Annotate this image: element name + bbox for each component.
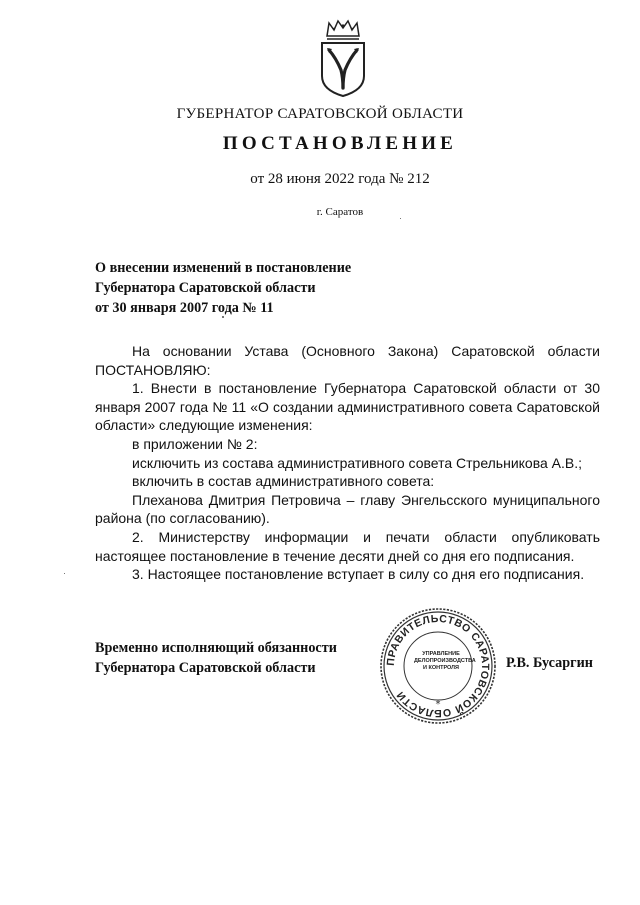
scan-speck xyxy=(64,573,65,574)
scan-speck xyxy=(222,316,224,318)
issuer-title: ГУБЕРНАТОР САРАТОВСКОЙ ОБЛАСТИ xyxy=(176,106,464,122)
scan-speck xyxy=(400,218,401,219)
seal-center-line: УПРАВЛЕНИЕ xyxy=(422,651,460,657)
body-paragraph: 3. Настоящее постановление вступает в силу со дня его подписания. xyxy=(132,566,585,583)
body-paragraph: в приложении № 2: xyxy=(132,435,258,452)
signatory-name: Р.В. Бусаргин xyxy=(506,655,593,671)
body-paragraph: 1. Внести в постановление Губернатора Саратовской области от 30 января 2007 года № 11 «О создании административного совета Саратовской области» следующие изменения: xyxy=(95,380,600,434)
body-paragraph: исключить из состава административного совета Стрельникова А.В.; xyxy=(132,454,583,471)
subject-line: от 30 января 2007 года № 11 xyxy=(95,300,274,316)
subject-line: Губернатора Саратовской области xyxy=(95,280,316,296)
document-subject xyxy=(95,258,351,318)
subject-line: О внесении изменений в постановление xyxy=(95,260,352,276)
signatory-position xyxy=(95,638,337,678)
document-city: г. Саратов xyxy=(316,206,364,218)
document-type: ПОСТАНОВЛЕНИЕ xyxy=(222,133,458,154)
signatory-position-line: Губернатора Саратовской области xyxy=(95,660,316,676)
seal-center-line: И КОНТРОЛЯ xyxy=(423,665,459,671)
document-date-number: от 28 июня 2022 года № 212 xyxy=(250,171,430,187)
body-paragraph: На основании Устава (Основного Закона) Саратовской области xyxy=(132,343,600,359)
body-paragraph: Плеханова Дмитрия Петровича – главу Энгельсского муниципального района (по согласованию). xyxy=(95,491,600,527)
document-body xyxy=(95,342,600,584)
svg-text:*: * xyxy=(435,699,441,710)
signatory-position-line: Временно исполняющий обязанности xyxy=(95,640,337,656)
coat-of-arms-icon xyxy=(318,18,368,98)
body-paragraph-decree: ПОСТАНОВЛЯЮ: xyxy=(95,361,211,378)
seal-ring-text: ПРАВИТЕЛЬСТВО САРАТОВСКОЙ ОБЛАСТИ xyxy=(384,612,492,720)
seal-center-line: ДЕЛОПРОИЗВОДСТВА xyxy=(414,658,476,664)
body-paragraph: включить в состав административного совета: xyxy=(132,473,435,490)
body-paragraph: 2. Министерству информации и печати области опубликовать настоящее постановление в течение десяти дней со дня его подписания. xyxy=(95,528,600,564)
seal-center-text xyxy=(414,651,476,672)
